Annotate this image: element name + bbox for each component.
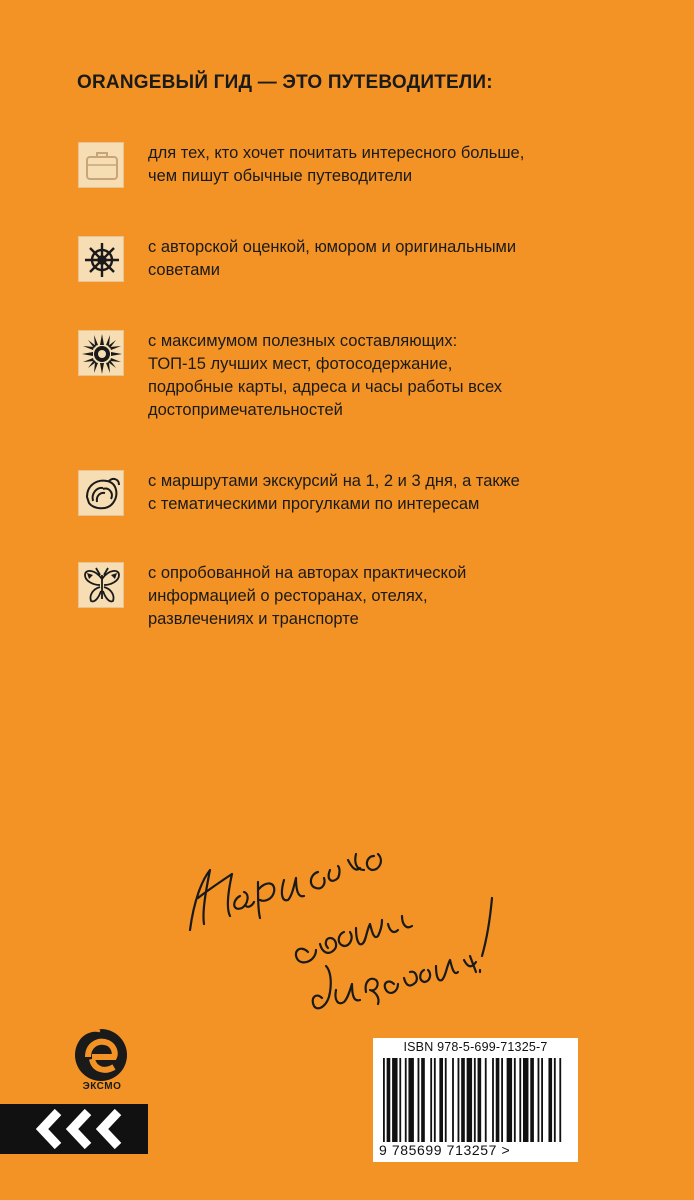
butterfly-icon: [78, 562, 124, 608]
feature-text: с опробованной на авторах практической информацией о ресторанах, отелях, развлечениях и транспорте: [148, 564, 467, 628]
handwritten-slogan: [180, 820, 510, 1020]
barcode-bars: [383, 1058, 563, 1142]
series-arrow-bar: [0, 1104, 148, 1154]
feature-item: [78, 330, 598, 425]
isbn-barcode: [373, 1038, 578, 1162]
feature-item: [78, 470, 598, 520]
shell-icon: [78, 470, 124, 516]
triple-chevron-left-icon: [0, 1104, 148, 1154]
isbn-number: ISBN 978-5-699-71325-7: [403, 1040, 548, 1054]
feature-text: с максимумом полезных составляющих: ТОП-15 лучших мест, фотосодержание, подробные карты, адреса и часы работы всех достопримечательностей: [148, 332, 503, 419]
suitcase-icon: [78, 142, 124, 188]
page-title: ORANGEВЫЙ ГИД — ЭТО ПУТЕВОДИТЕЛИ:: [77, 72, 493, 93]
publisher-name: ЭКСМО: [82, 1081, 122, 1092]
barcode-digits: 9 785699 713257 >: [379, 1142, 511, 1158]
feature-text: для тех, кто хочет почитать интересного больше, чем пишут обычные путеводители: [148, 144, 525, 185]
ship-wheel-icon: [78, 236, 124, 282]
feature-item: [78, 562, 598, 632]
sun-icon: [78, 330, 124, 376]
feature-item: [78, 236, 598, 286]
feature-text: с авторской оценкой, юмором и оригинальными советами: [148, 238, 517, 279]
feature-item: [78, 142, 598, 192]
feature-text: с маршрутами экскурсий на 1, 2 и 3 дня, а также с тематическими прогулками по интересам: [148, 472, 520, 513]
